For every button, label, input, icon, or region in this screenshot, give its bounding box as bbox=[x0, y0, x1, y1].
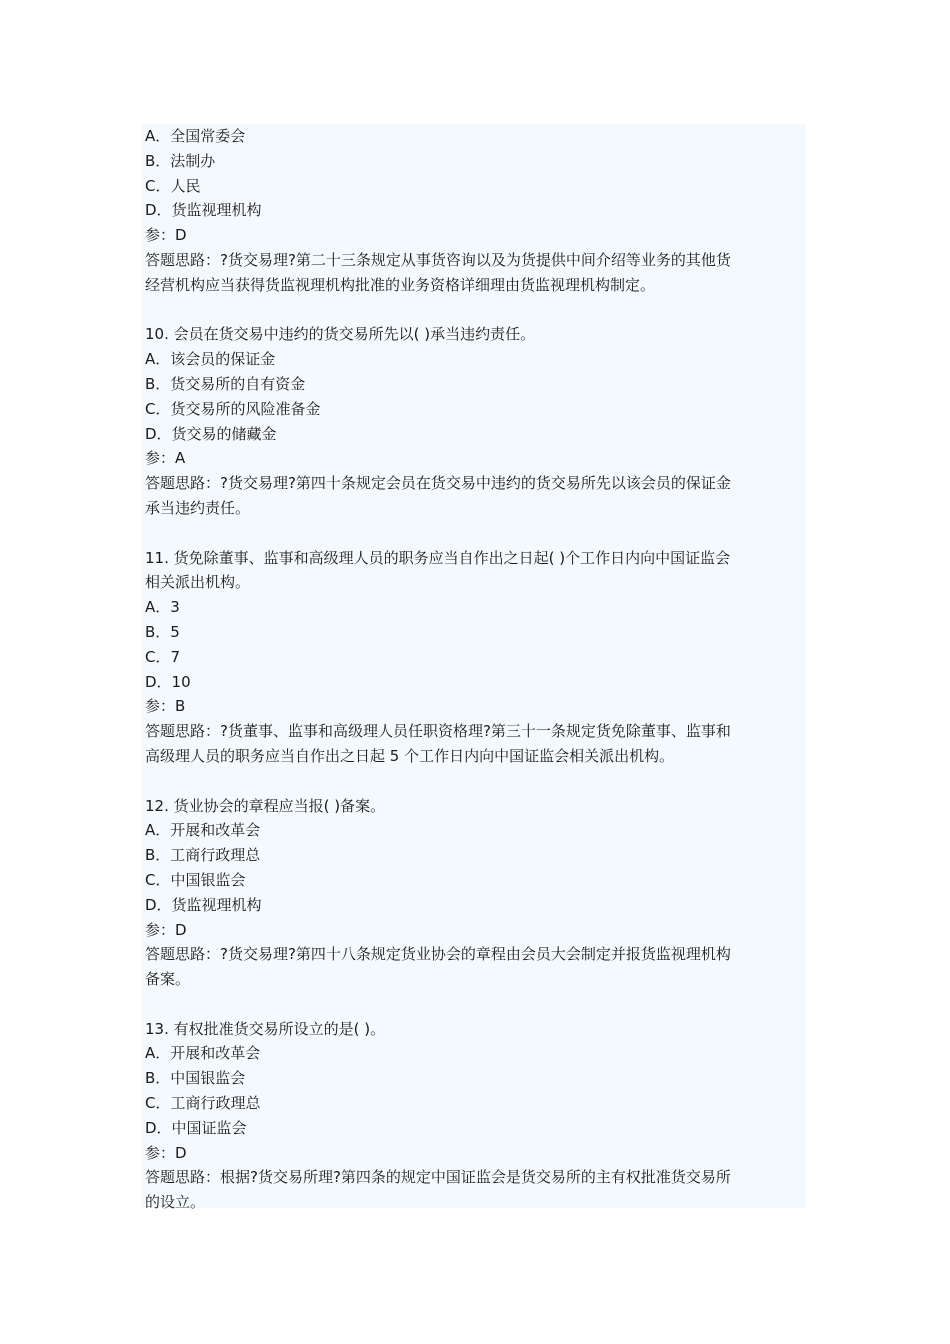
option-c: C．中国银监会 bbox=[145, 870, 246, 889]
question-stem: 相关派出机构。 bbox=[145, 573, 251, 592]
question-block-9 bbox=[145, 124, 805, 298]
option-b: B．法制办 bbox=[145, 151, 216, 170]
option-c: C．货交易所的风险准备金 bbox=[145, 399, 321, 418]
option-d: D．货监视理机构 bbox=[145, 201, 262, 220]
spacer bbox=[145, 521, 805, 546]
explanation-line: 备案。 bbox=[145, 970, 191, 989]
option-c: C．人民 bbox=[145, 176, 201, 195]
answer: 参：D bbox=[145, 226, 187, 245]
option-d: D．货交易的储藏金 bbox=[145, 424, 277, 443]
explanation-line: 答题思路：?货交易理?第四十条规定会员在货交易中违约的货交易所先以该会员的保证金 bbox=[145, 474, 731, 493]
question-stem: 13. 有权批准货交易所设立的是( )。 bbox=[145, 1019, 386, 1038]
explanation-line: 答题思路：?货交易理?第四十八条规定货业协会的章程由会员大会制定并报货监视理机构 bbox=[145, 945, 731, 964]
option-d: D．货监视理机构 bbox=[145, 895, 262, 914]
answer: 参：D bbox=[145, 1143, 187, 1162]
explanation-line: 的设立。 bbox=[145, 1193, 206, 1212]
option-a: A．3 bbox=[145, 598, 180, 617]
explanation-line: 答题思路：?货交易理?第二十三条规定从事货咨询以及为货提供中间介绍等业务的其他货 bbox=[145, 250, 731, 269]
question-block-11 bbox=[145, 546, 805, 769]
question-stem: 12. 货业协会的章程应当报( )备案。 bbox=[145, 796, 386, 815]
option-a: A．该会员的保证金 bbox=[145, 350, 276, 369]
explanation-line: 高级理人员的职务应当自作出之日起 5 个工作日内向中国证监会相关派出机构。 bbox=[145, 746, 675, 765]
answer: 参：D bbox=[145, 920, 187, 939]
option-a: A．全国常委会 bbox=[145, 127, 246, 145]
spacer bbox=[145, 992, 805, 1017]
option-b: B．中国银监会 bbox=[145, 1069, 246, 1088]
document-content bbox=[145, 124, 805, 1215]
option-d: D．中国证监会 bbox=[145, 1118, 247, 1137]
option-b: B．工商行政理总 bbox=[145, 846, 261, 865]
option-a: A．开展和改革会 bbox=[145, 1044, 261, 1063]
spacer bbox=[145, 769, 805, 794]
question-stem: 10. 会员在货交易中违约的货交易所先以( )承当违约责任。 bbox=[145, 325, 536, 344]
option-c: C．工商行政理总 bbox=[145, 1094, 261, 1113]
option-b: B．货交易所的自有资金 bbox=[145, 374, 306, 393]
answer: 参：A bbox=[145, 449, 186, 468]
explanation-line: 经营机构应当获得货监视理机构批准的业务资格详细理由货监视理机构制定。 bbox=[145, 275, 656, 294]
spacer bbox=[145, 298, 805, 323]
option-d: D．10 bbox=[145, 672, 191, 691]
option-c: C．7 bbox=[145, 647, 181, 666]
explanation-line: 答题思路：根据?货交易所理?第四条的规定中国证监会是货交易所的主有权批准货交易所 bbox=[145, 1168, 731, 1187]
answer: 参：B bbox=[145, 697, 186, 716]
question-block-12 bbox=[145, 794, 805, 992]
explanation-line: 承当违约责任。 bbox=[145, 498, 251, 517]
question-stem: 11. 货免除董事、监事和高级理人员的职务应当自作出之日起( )个工作日内向中国证监会 bbox=[145, 548, 731, 567]
explanation-line: 答题思路：?货董事、监事和高级理人员任职资格理?第三十一条规定货免除董事、监事和 bbox=[145, 722, 731, 741]
option-b: B．5 bbox=[145, 622, 180, 641]
option-a: A．开展和改革会 bbox=[145, 821, 261, 840]
question-block-10 bbox=[145, 322, 805, 520]
question-block-13 bbox=[145, 1017, 805, 1215]
